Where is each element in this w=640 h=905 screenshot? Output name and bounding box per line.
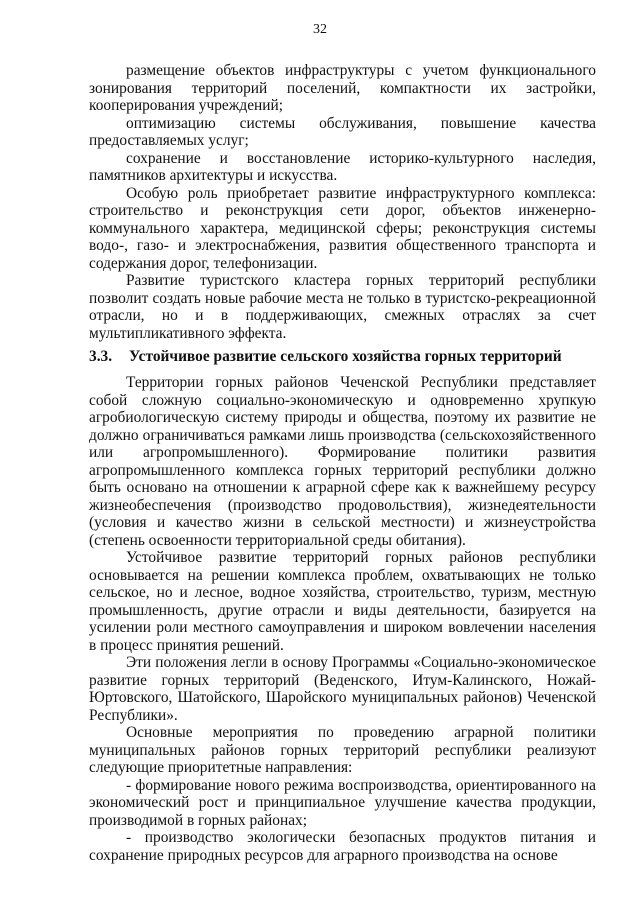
- section-number: 3.3.: [89, 348, 113, 365]
- paragraph: Устойчивое развитие территорий горных районов республики основывается на решении комплекса проблем, охватывающих не только сельское, но и лесное, водное хозяйства, строительство, туризм, местную промышленность, другие отрасли и виды деятельности, базируется на усилении роли местного самоуправления и широком вовлечении населения в процесс принятия решений.: [89, 549, 596, 654]
- list-item: - производство экологически безопасных продуктов питания и сохранение природных ресурсов для аграрного производства на основе: [89, 829, 596, 864]
- paragraph: Основные мероприятия по проведению аграрной политики муниципальных районов горных территорий республики реализуют следующие приоритетные направления:: [89, 724, 596, 776]
- paragraph: Эти положения легли в основу Программы «Социально-экономическое развитие горных территорий (Веденского, Итум-Калинского, Ножай-Юртовского, Шатойского, Шаройского муниципальных районов) Чеченской Республики».: [89, 654, 596, 724]
- list-item: - формирование нового режима воспроизводства, ориентированного на экономический рост и принципиальное улучшение качества продукции, производимой в горных районах;: [89, 776, 596, 829]
- paragraph: Развитие туристского кластера горных территорий республики позволит создать новые рабочие места не только в туристско-рекреационной отрасли, но и в поддерживающих, смежных отраслях за счет мультипликативного эффекта.: [89, 272, 596, 342]
- section-heading: [89, 348, 596, 366]
- paragraph: сохранение и восстановление историко-культурного наследия, памятников архитектуры и искусства.: [89, 149, 596, 184]
- paragraph: Особую роль приобретает развитие инфраструктурного комплекса: строительство и реконструкция сети дорог, объектов инженерно-коммунального характера, медицинской сферы; реконструкция системы водо-, газо- и электроснабжения, развития общественного транспорта и содержания дорог, телефонизации.: [89, 184, 596, 272]
- page-number: 32: [313, 22, 327, 37]
- document-body: [89, 62, 596, 864]
- paragraph: оптимизацию системы обслуживания, повышение качества предоставляемых услуг;: [89, 114, 596, 149]
- section-title: Устойчивое развитие сельского хозяйства горных территорий: [129, 348, 562, 365]
- paragraph: размещение объектов инфраструктуры с учетом функционального зонирования территорий поселений, компактности их застройки, кооперирования учреждений;: [89, 62, 596, 114]
- paragraph: Территории горных районов Чеченской Республики представляет собой сложную социально-экономическую и одновременно хрупкую агробиологическую систему природы и общества, поэтому их развитие не должно ограничиваться рамками лишь производства (сельскохозяйственного или агропромышленного). Формирование политики развития агропромышленного комплекса горных территорий республики должно быть основано на отношении к аграрной сфере как к важнейшему ресурсу жизнеобеспечения (производство продовольствия), жизнедеятельности (условия и качество жизни в сельской местности) и жизнеустройства (степень освоенности территориальной среды обитания).: [89, 374, 596, 549]
